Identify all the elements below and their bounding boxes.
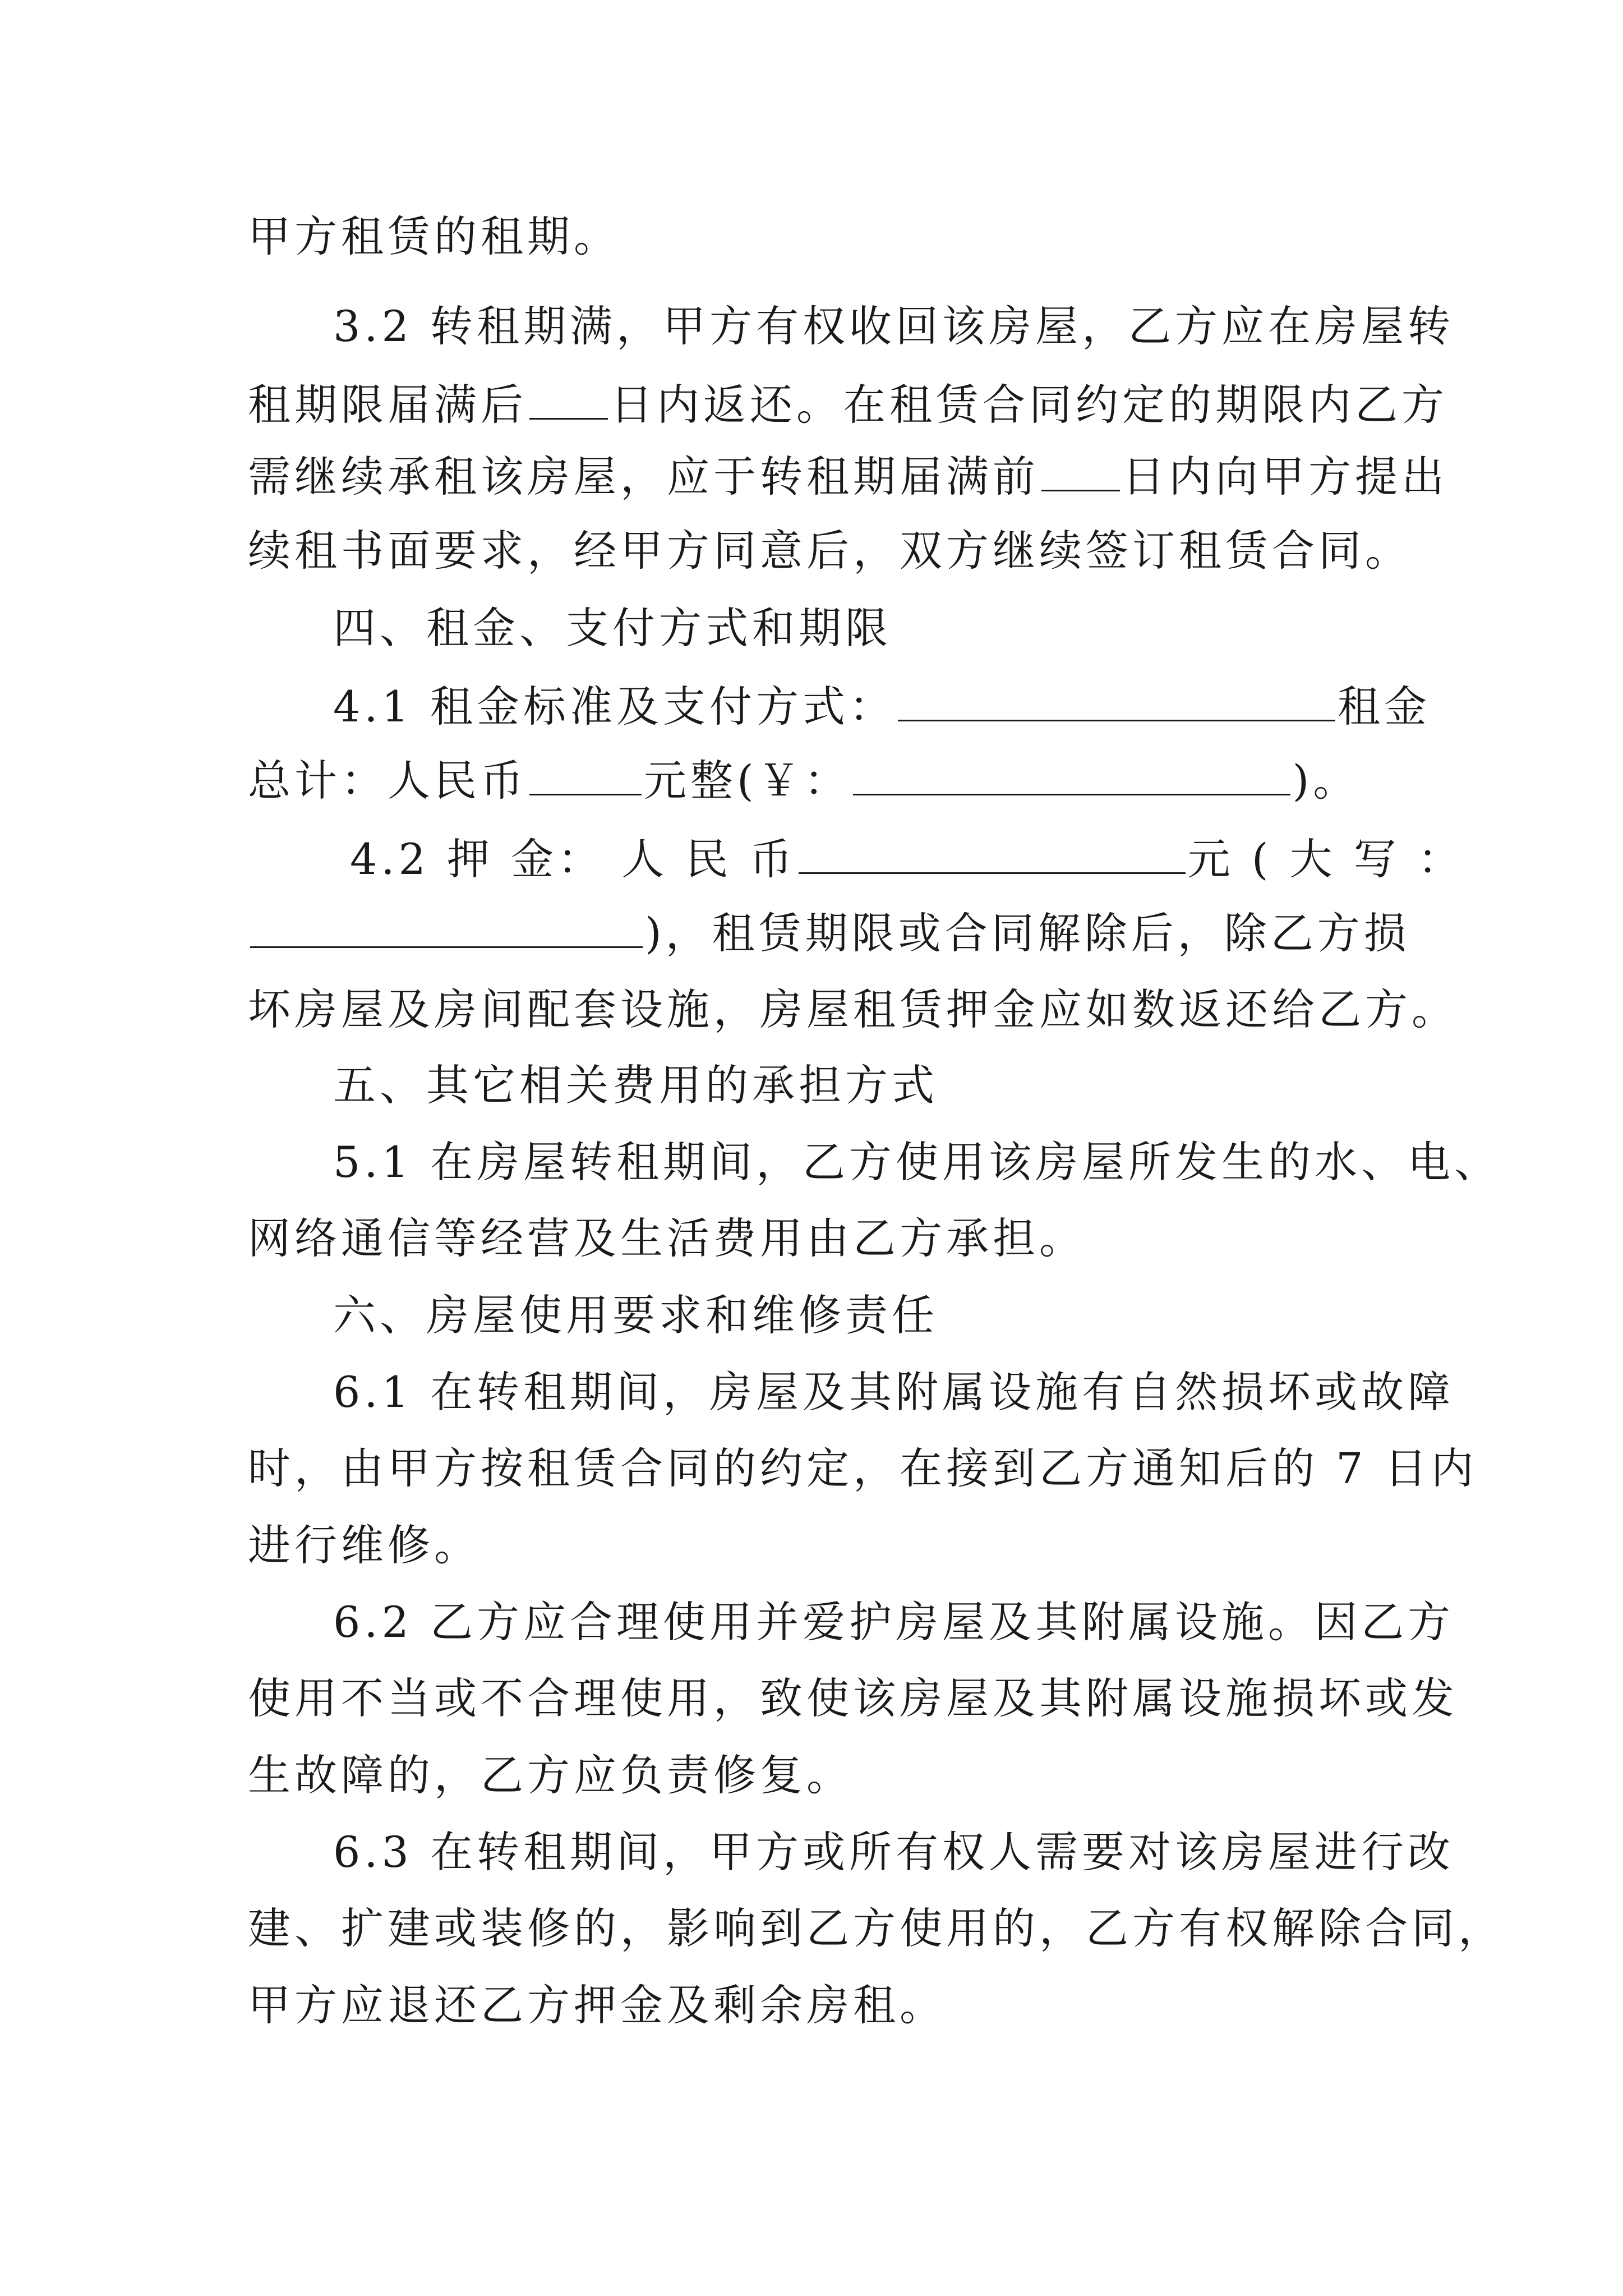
text: 甲方应退还乙方押金及剩余房租。	[248, 1980, 946, 2030]
blank-field	[799, 833, 1186, 874]
paragraph-line	[248, 1671, 1458, 1727]
text: 甲方租赁的租期。	[248, 211, 620, 261]
text: 6.1 在转租期间，房屋及其附属设施有自然损坏或故障	[333, 1367, 1455, 1417]
text: 建、扩建或装修的，影响到乙方使用的，乙方有权解除合同，	[248, 1903, 1505, 1953]
text: )，租赁期限或合同解除后，除乙方损	[645, 908, 1410, 958]
text: 六、房屋使用要求和维修责任	[333, 1290, 938, 1340]
paragraph-line	[248, 377, 1448, 433]
text: 坏房屋及房间配套设施，房屋租赁押金应如数返还给乙方。	[248, 984, 1458, 1034]
text: 日内向甲方提出	[1122, 452, 1448, 501]
text: 网络通信等经营及生活费用由乙方承担。	[248, 1213, 1086, 1263]
blank-field	[853, 754, 1290, 795]
text: )。	[1292, 756, 1360, 806]
text: 使用不当或不合理使用，致使该房屋及其附属设施损坏或发	[248, 1673, 1458, 1723]
paragraph-line	[248, 1211, 1392, 1267]
section-heading-5	[333, 1057, 1393, 1114]
clause-6-1-line	[333, 1364, 1455, 1420]
text: 进行维修。	[248, 1520, 481, 1570]
blank-field	[529, 379, 608, 420]
text: 时，由甲方按租赁合同的约定，在接到乙方通知后的 7 日内	[248, 1443, 1478, 1493]
paragraph-line	[248, 209, 1392, 265]
clause-6-2-line	[333, 1594, 1455, 1650]
blank-field	[529, 754, 642, 795]
section-heading-6	[333, 1287, 1393, 1343]
paragraph-line	[248, 905, 1410, 961]
paragraph-line	[248, 1977, 1392, 2033]
text: 生故障的，乙方应负责修复。	[248, 1750, 853, 1800]
text: 6.3 在转租期间，甲方或所有权人需要对该房屋进行改	[333, 1827, 1455, 1877]
paragraph-line	[248, 523, 1412, 579]
blank-field	[250, 907, 643, 948]
clause-4-1-line	[333, 679, 1431, 735]
text: 总计：人民币	[248, 756, 527, 806]
text: 需继续承租该房屋，应于转租期届满前	[248, 452, 1039, 501]
text: 6.2 乙方应合理使用并爱护房屋及其附属设施。因乙方	[333, 1597, 1455, 1647]
text: 日内返还。在租赁合同约定的期限内乙方	[610, 380, 1448, 430]
text: 3.2 转租期满，甲方有权收回该房屋，乙方应在房屋转	[333, 301, 1455, 351]
paragraph-line	[248, 1517, 1392, 1573]
clause-5-1-line	[333, 1134, 1501, 1190]
blank-field	[1041, 450, 1120, 491]
text: 元 ( 大 写 ：	[1187, 834, 1464, 884]
text: 4.1 租金标准及支付方式：	[333, 682, 896, 731]
text: 5.1 在房屋转租期间，乙方使用该房屋所发生的水、电、	[333, 1137, 1501, 1187]
paragraph-line	[248, 1901, 1505, 1957]
text: 4.2 押 金： 人 民 币	[350, 834, 796, 884]
text: 四、租金、支付方式和期限	[333, 603, 892, 653]
blank-field	[898, 680, 1335, 721]
paragraph-line	[248, 449, 1448, 505]
text: 租金	[1338, 682, 1431, 731]
clause-4-2-line	[350, 831, 1464, 887]
text: 元整(￥：	[644, 756, 851, 806]
paragraph-line	[248, 753, 1392, 809]
clause-3-2-line	[333, 298, 1455, 355]
section-heading-4	[333, 600, 1393, 656]
text: 续租书面要求，经甲方同意后，双方继续签订租赁合同。	[248, 526, 1412, 576]
paragraph-line	[248, 1441, 1478, 1497]
clause-6-3-line	[333, 1824, 1455, 1880]
text: 五、其它相关费用的承担方式	[333, 1060, 938, 1110]
text: 租期限届满后	[248, 380, 527, 430]
paragraph-line	[248, 1747, 1392, 1803]
paragraph-line	[248, 982, 1458, 1038]
